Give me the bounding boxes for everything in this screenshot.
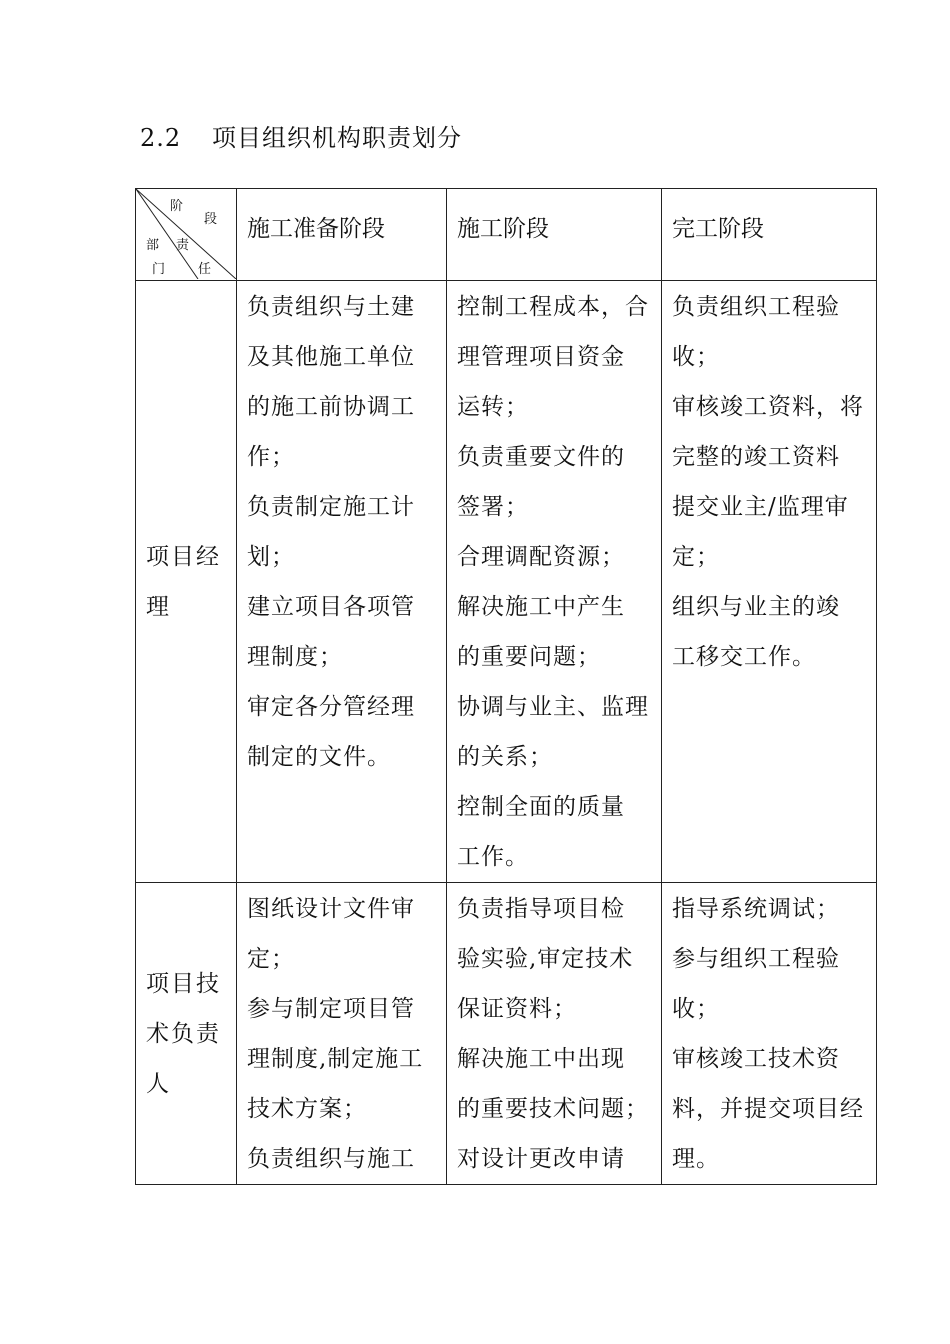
column-header-construct: 施工阶段 — [447, 189, 662, 281]
cell-construct: 控制工程成本，合 理管理项目资金 运转； 负责重要文件的 签署； 合理调配资源； 解决施工中产生 的重要问题； 协调与业主、监理 的关系； 控制全面的质量 工作。 — [447, 281, 662, 883]
cell-prep: 负责组织与土建 及其他施工单位 的施工前协调工 作； 负责制定施工计 划； 建立项目各项管 理制度； 审定各分管经理 制定的文件。 — [237, 281, 447, 883]
corner-label-ze: 责 — [176, 238, 190, 253]
row-label: 项目技 术负责 人 — [146, 970, 221, 1097]
table-row — [136, 281, 877, 883]
cell-prep: 图纸设计文件审 定； 参与制定项目管 理制度,制定施工 技术方案； 负责组织与施工 — [237, 883, 447, 1185]
column-header-prep: 施工准备阶段 — [237, 189, 447, 281]
corner-label-men: 门 — [152, 262, 166, 277]
section-number: 2.2 — [140, 124, 182, 152]
cell-complete: 指导系统调试； 参与组织工程验 收； 审核竣工技术资 料，并提交项目经 理。 — [662, 883, 877, 1185]
cell-complete: 负责组织工程验 收； 审核竣工资料，将 完整的竣工资料 提交业主/监理审 定； 组织与业主的竣 工移交工作。 — [662, 281, 877, 883]
cell-construct: 负责指导项目检 验实验,审定技术 保证资料； 解决施工中出现 的重要技术问题； 对设计更改申请 — [447, 883, 662, 1185]
corner-label-ren: 任 — [198, 262, 212, 277]
section-title: 项目组织机构职责划分 — [212, 124, 462, 152]
corner-label-duan: 段 — [204, 212, 218, 227]
section-heading — [140, 118, 462, 153]
header-row — [136, 189, 877, 281]
corner-label-bu: 部 — [146, 238, 160, 253]
corner-label-jie: 阶 — [170, 199, 184, 214]
row-label-cell — [136, 883, 237, 1185]
corner-cell — [136, 189, 237, 281]
responsibility-table — [135, 188, 877, 1185]
row-label-cell — [136, 281, 237, 883]
row-label: 项目经 理 — [146, 543, 221, 620]
table-row — [136, 883, 877, 1185]
column-header-complete: 完工阶段 — [662, 189, 877, 281]
diagonal-lines — [136, 189, 236, 279]
